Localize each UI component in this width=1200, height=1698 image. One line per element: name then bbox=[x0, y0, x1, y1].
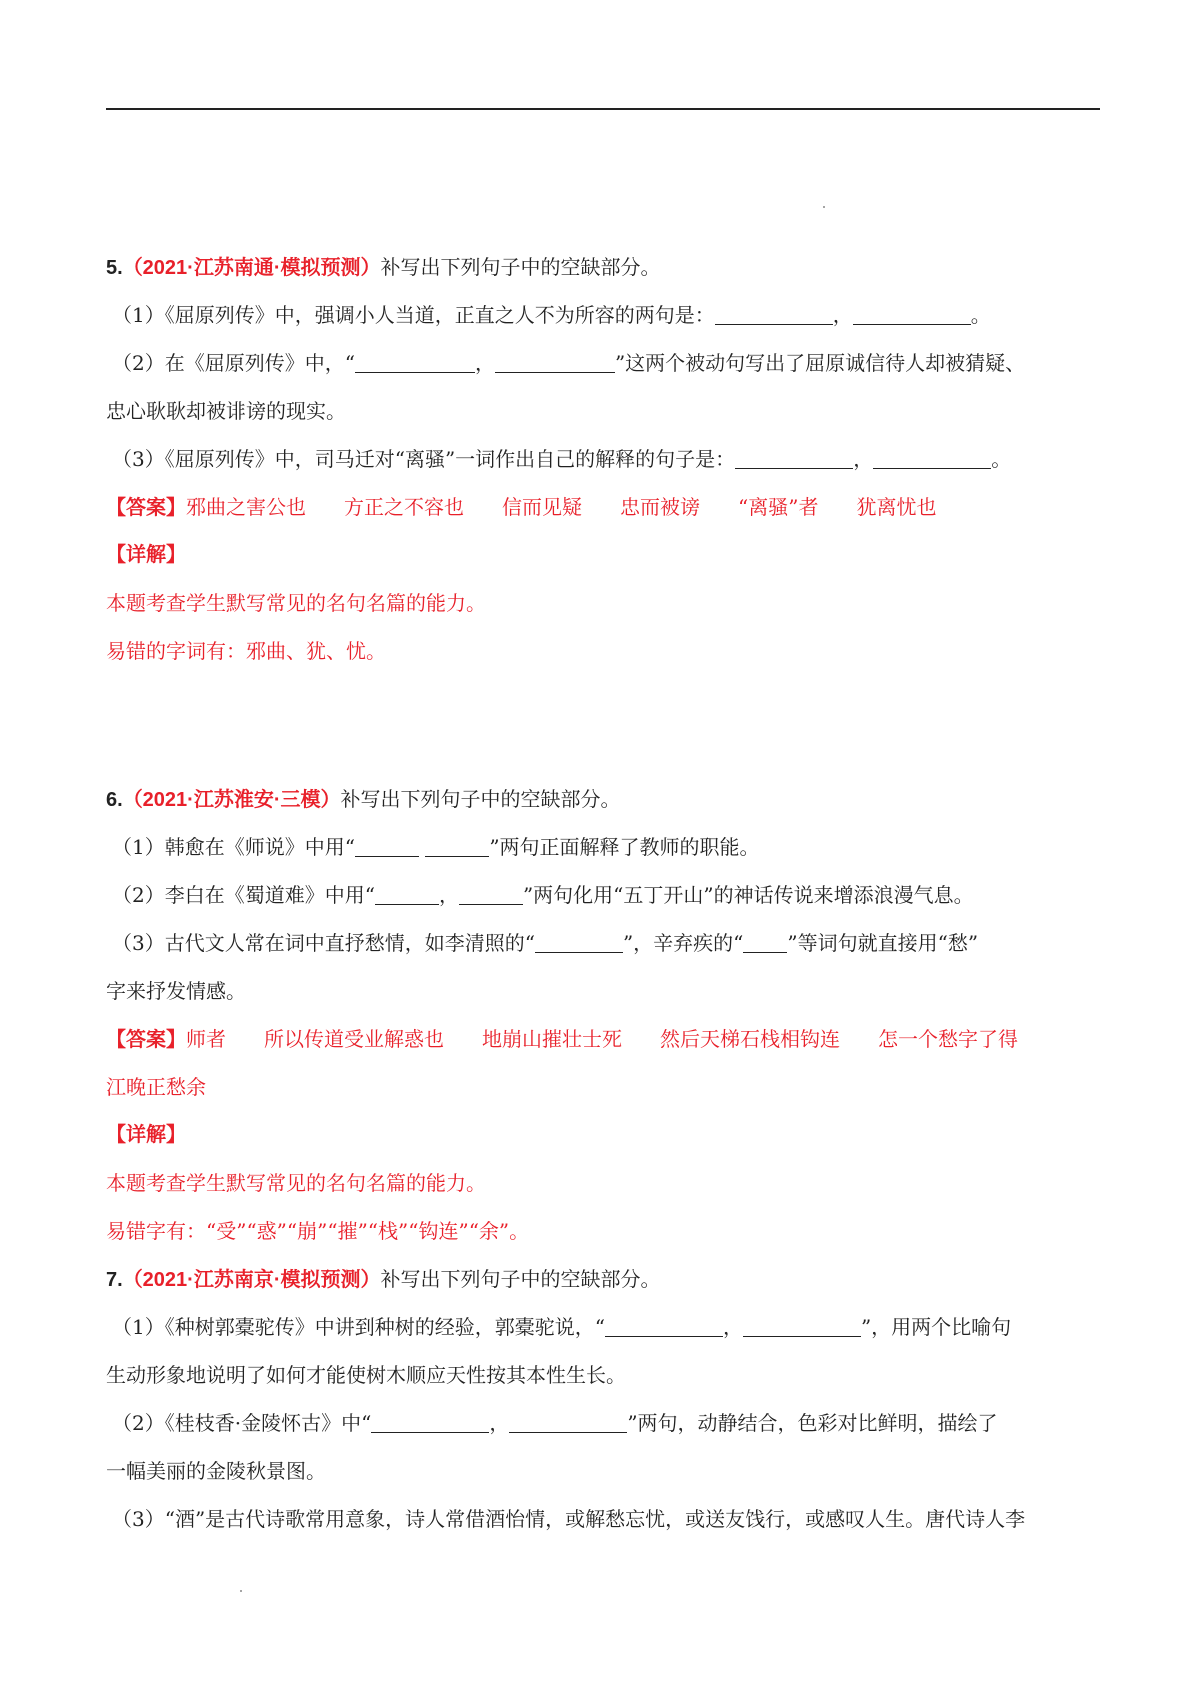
q6-detail-label: 【详解】 bbox=[106, 1124, 186, 1146]
q5-detail-label: 【详解】 bbox=[106, 544, 186, 566]
answer-blank[interactable] bbox=[735, 448, 853, 469]
q7-item-3: （3）“酒”是古代诗歌常用意象，诗人常借酒怡情，或解愁忘忧，或送友饯行，或感叹人生。唐代诗人李 bbox=[112, 1507, 1026, 1531]
q6-item-3-cont: 字来抒发情感。 bbox=[106, 979, 246, 1003]
answer-blank[interactable] bbox=[743, 932, 787, 953]
q5-detail-1: 本题考查学生默写常见的名句名篇的能力。 bbox=[106, 591, 486, 615]
q5-detail-2: 易错的字词有：邪曲、犹、忧。 bbox=[106, 639, 386, 663]
scan-speck bbox=[823, 206, 825, 208]
q6-heading: 6.（2021·江苏淮安·三模）补写出下列句子中的空缺部分。 bbox=[106, 787, 621, 811]
answer-blank[interactable] bbox=[355, 352, 475, 373]
header-rule bbox=[106, 108, 1100, 110]
answer-blank[interactable] bbox=[605, 1316, 723, 1337]
q6-answer-cont: 江晚正愁余 bbox=[106, 1075, 206, 1099]
q5-answer: 【答案】邪曲之害公也 方正之不容也 信而见疑 忠而被谤 “离骚”者 犹离忧也 bbox=[106, 495, 937, 519]
q7-item-1-cont: 生动形象地说明了如何才能使树木顺应天性按其本性生长。 bbox=[106, 1363, 626, 1387]
scan-speck bbox=[240, 1590, 242, 1592]
q6-item-3: （3）古代文人常在词中直抒愁情，如李清照的“ ”，辛弃疾的“ ”等词句就直接用“愁” bbox=[112, 931, 979, 955]
q6-item-2: （2）李白在《蜀道难》中用“ ， ”两句化用“五丁开山”的神话传说来增添浪漫气息。 bbox=[112, 883, 974, 907]
answer-blank[interactable] bbox=[355, 836, 419, 857]
answer-blank[interactable] bbox=[509, 1412, 627, 1433]
answer-blank[interactable] bbox=[743, 1316, 861, 1337]
answer-blank[interactable] bbox=[715, 304, 833, 325]
q7-heading: 7.（2021·江苏南京·模拟预测）补写出下列句子中的空缺部分。 bbox=[106, 1267, 661, 1291]
q5-heading: 5.（2021·江苏南通·模拟预测）补写出下列句子中的空缺部分。 bbox=[106, 255, 661, 279]
q7-item-2: （2）《桂枝香·金陵怀古》中“ ， ”两句，动静结合，色彩对比鲜明，描绘了 bbox=[112, 1411, 998, 1435]
q6-answer: 【答案】师者 所以传道受业解惑也 地崩山摧壮士死 然后天梯石栈相钩连 怎一个愁字了得 bbox=[106, 1027, 1018, 1051]
q6-detail-2: 易错字有：“受”“惑”“崩”“摧”“栈”“钩连”“余”。 bbox=[106, 1219, 530, 1243]
q7-item-1: （1）《种树郭橐驼传》中讲到种树的经验，郭橐驼说，“ ， ”，用两个比喻句 bbox=[112, 1315, 1012, 1339]
q6-item-1: （1）韩愈在《师说》中用“ ”两句正面解释了教师的职能。 bbox=[112, 835, 760, 859]
q5-item-1: （1）《屈原列传》中，强调小人当道，正直之人不为所容的两句是： ， 。 bbox=[112, 303, 991, 327]
answer-blank[interactable] bbox=[853, 304, 971, 325]
answer-blank[interactable] bbox=[873, 448, 991, 469]
q5-item-3: （3）《屈原列传》中，司马迁对“离骚”一词作出自己的解释的句子是： ， 。 bbox=[112, 447, 1012, 471]
answer-blank[interactable] bbox=[371, 1412, 489, 1433]
answer-blank[interactable] bbox=[425, 836, 489, 857]
q5-item-2-cont: 忠心耿耿却被诽谤的现实。 bbox=[106, 399, 346, 423]
answer-blank[interactable] bbox=[495, 352, 615, 373]
q7-item-2-cont: 一幅美丽的金陵秋景图。 bbox=[106, 1459, 326, 1483]
answer-blank[interactable] bbox=[459, 884, 523, 905]
q5-item-2: （2）在《屈原列传》中，“ ， ”这两个被动句写出了屈原诚信待人却被猜疑、 bbox=[112, 351, 1026, 375]
answer-blank[interactable] bbox=[375, 884, 439, 905]
q6-detail-1: 本题考查学生默写常见的名句名篇的能力。 bbox=[106, 1171, 486, 1195]
answer-blank[interactable] bbox=[535, 932, 623, 953]
